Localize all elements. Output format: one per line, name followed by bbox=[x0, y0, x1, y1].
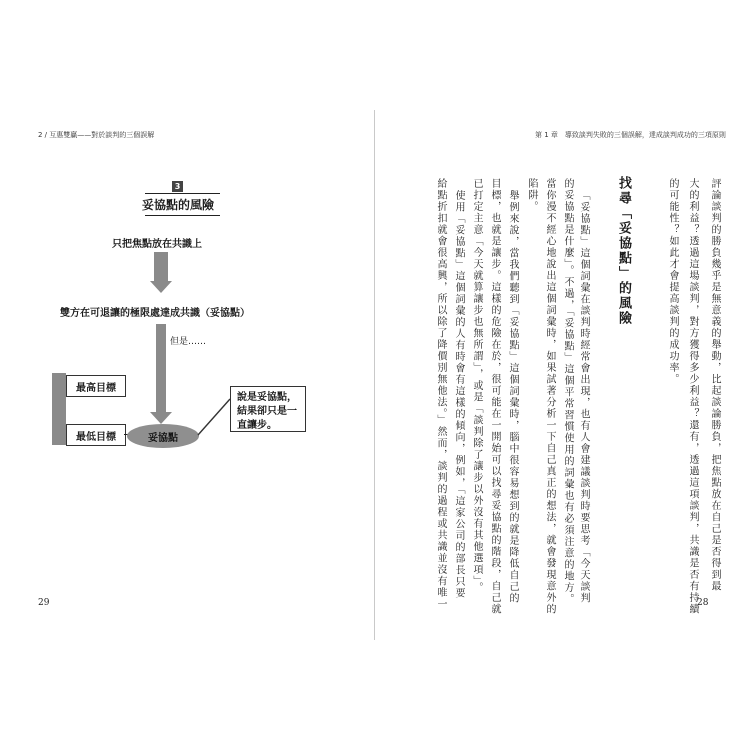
figure-title-rule-top bbox=[145, 193, 220, 194]
text-column-6: 當你漫不經心地說出這個詞彙時，如果試著分析一下自己真正的想法，就會發現意外的 bbox=[544, 178, 555, 615]
text-column-4: 「妥協點」這個詞彙在談判時經常會出現，也有人會建議談判時要思考「今天談判 bbox=[578, 190, 589, 604]
page-number-right: 28 bbox=[697, 598, 709, 608]
arrow-2-head-icon bbox=[150, 412, 172, 424]
highest-target-box: 最高目標 bbox=[66, 375, 126, 397]
text-column-2: 大的利益？透過這場談判，對方獲得多少利益？還有，透過這項談判，共識是否有持續 bbox=[687, 178, 698, 615]
figure-number-badge: 3 bbox=[172, 181, 183, 192]
target-bracket bbox=[52, 373, 66, 445]
text-column-10: 已打定主意「今天就算讓步也無所謂」，或是「談判除了讓步以外沒有其他選項」。 bbox=[471, 178, 482, 594]
text-column-3: 的可能性？如此才會提高談判的成功率。 bbox=[667, 178, 678, 385]
right-page bbox=[375, 0, 750, 750]
compromise-point-ellipse: 妥協點 bbox=[127, 424, 199, 448]
figure-step-1: 只把焦點放在共識上 bbox=[112, 239, 202, 250]
arrow-1-head-icon bbox=[150, 281, 172, 293]
text-column-5: 的妥協點是什麼」。不過，「妥協點」這個平常習慣使用的詞彙也有必須注意的地方。 bbox=[562, 178, 573, 605]
figure-title: 妥協點的風險 bbox=[141, 198, 214, 212]
figure-note: 但是…… bbox=[170, 337, 207, 347]
running-head-left: 2 / 互惠雙贏——對於談判的三個誤解 bbox=[38, 131, 155, 139]
figure-title-rule-bottom bbox=[145, 215, 220, 216]
running-head-right: 第 1 章 導致談判失敗的三個誤解，達成談判成功的三項原則 bbox=[535, 131, 726, 139]
text-column-8: 舉例來說，當我們聽到「妥協點」這個詞彙時，腦中很容易想到的就是降低自己的 bbox=[507, 190, 518, 604]
text-column-11: 使用「妥協點」這個詞彙的人有時會有這樣的傾向，例如，「這家公司的部長只要 bbox=[453, 190, 464, 599]
figure-step-2: 雙方在可退讓的極限處達成共識（妥協點） bbox=[60, 308, 250, 319]
lowest-target-box: 最低目標 bbox=[66, 424, 126, 446]
text-column-12: 給點折扣就會很高興，所以除了降價別無他法。」然而，談判的過程或共識並沒有唯一 bbox=[435, 178, 446, 610]
callout-box: 說是妥協點，結果卻只是一直讓步。 bbox=[230, 386, 306, 432]
text-column-7: 陷阱。 bbox=[526, 178, 537, 213]
arrow-2-shaft bbox=[156, 324, 166, 414]
text-column-1: 評論談判的勝負幾乎是無意義的舉動，比起談論勝負，把焦點放在自己是否得到最 bbox=[709, 178, 720, 592]
section-heading: 找尋「妥協點」的風險 bbox=[616, 176, 631, 326]
arrow-1-shaft bbox=[154, 252, 168, 282]
text-column-9: 目標，也就是讓步。這樣的危險在於，很可能在一開始可以找尋妥協點的階段，自己就 bbox=[489, 178, 500, 615]
page-number-left: 29 bbox=[38, 598, 50, 608]
